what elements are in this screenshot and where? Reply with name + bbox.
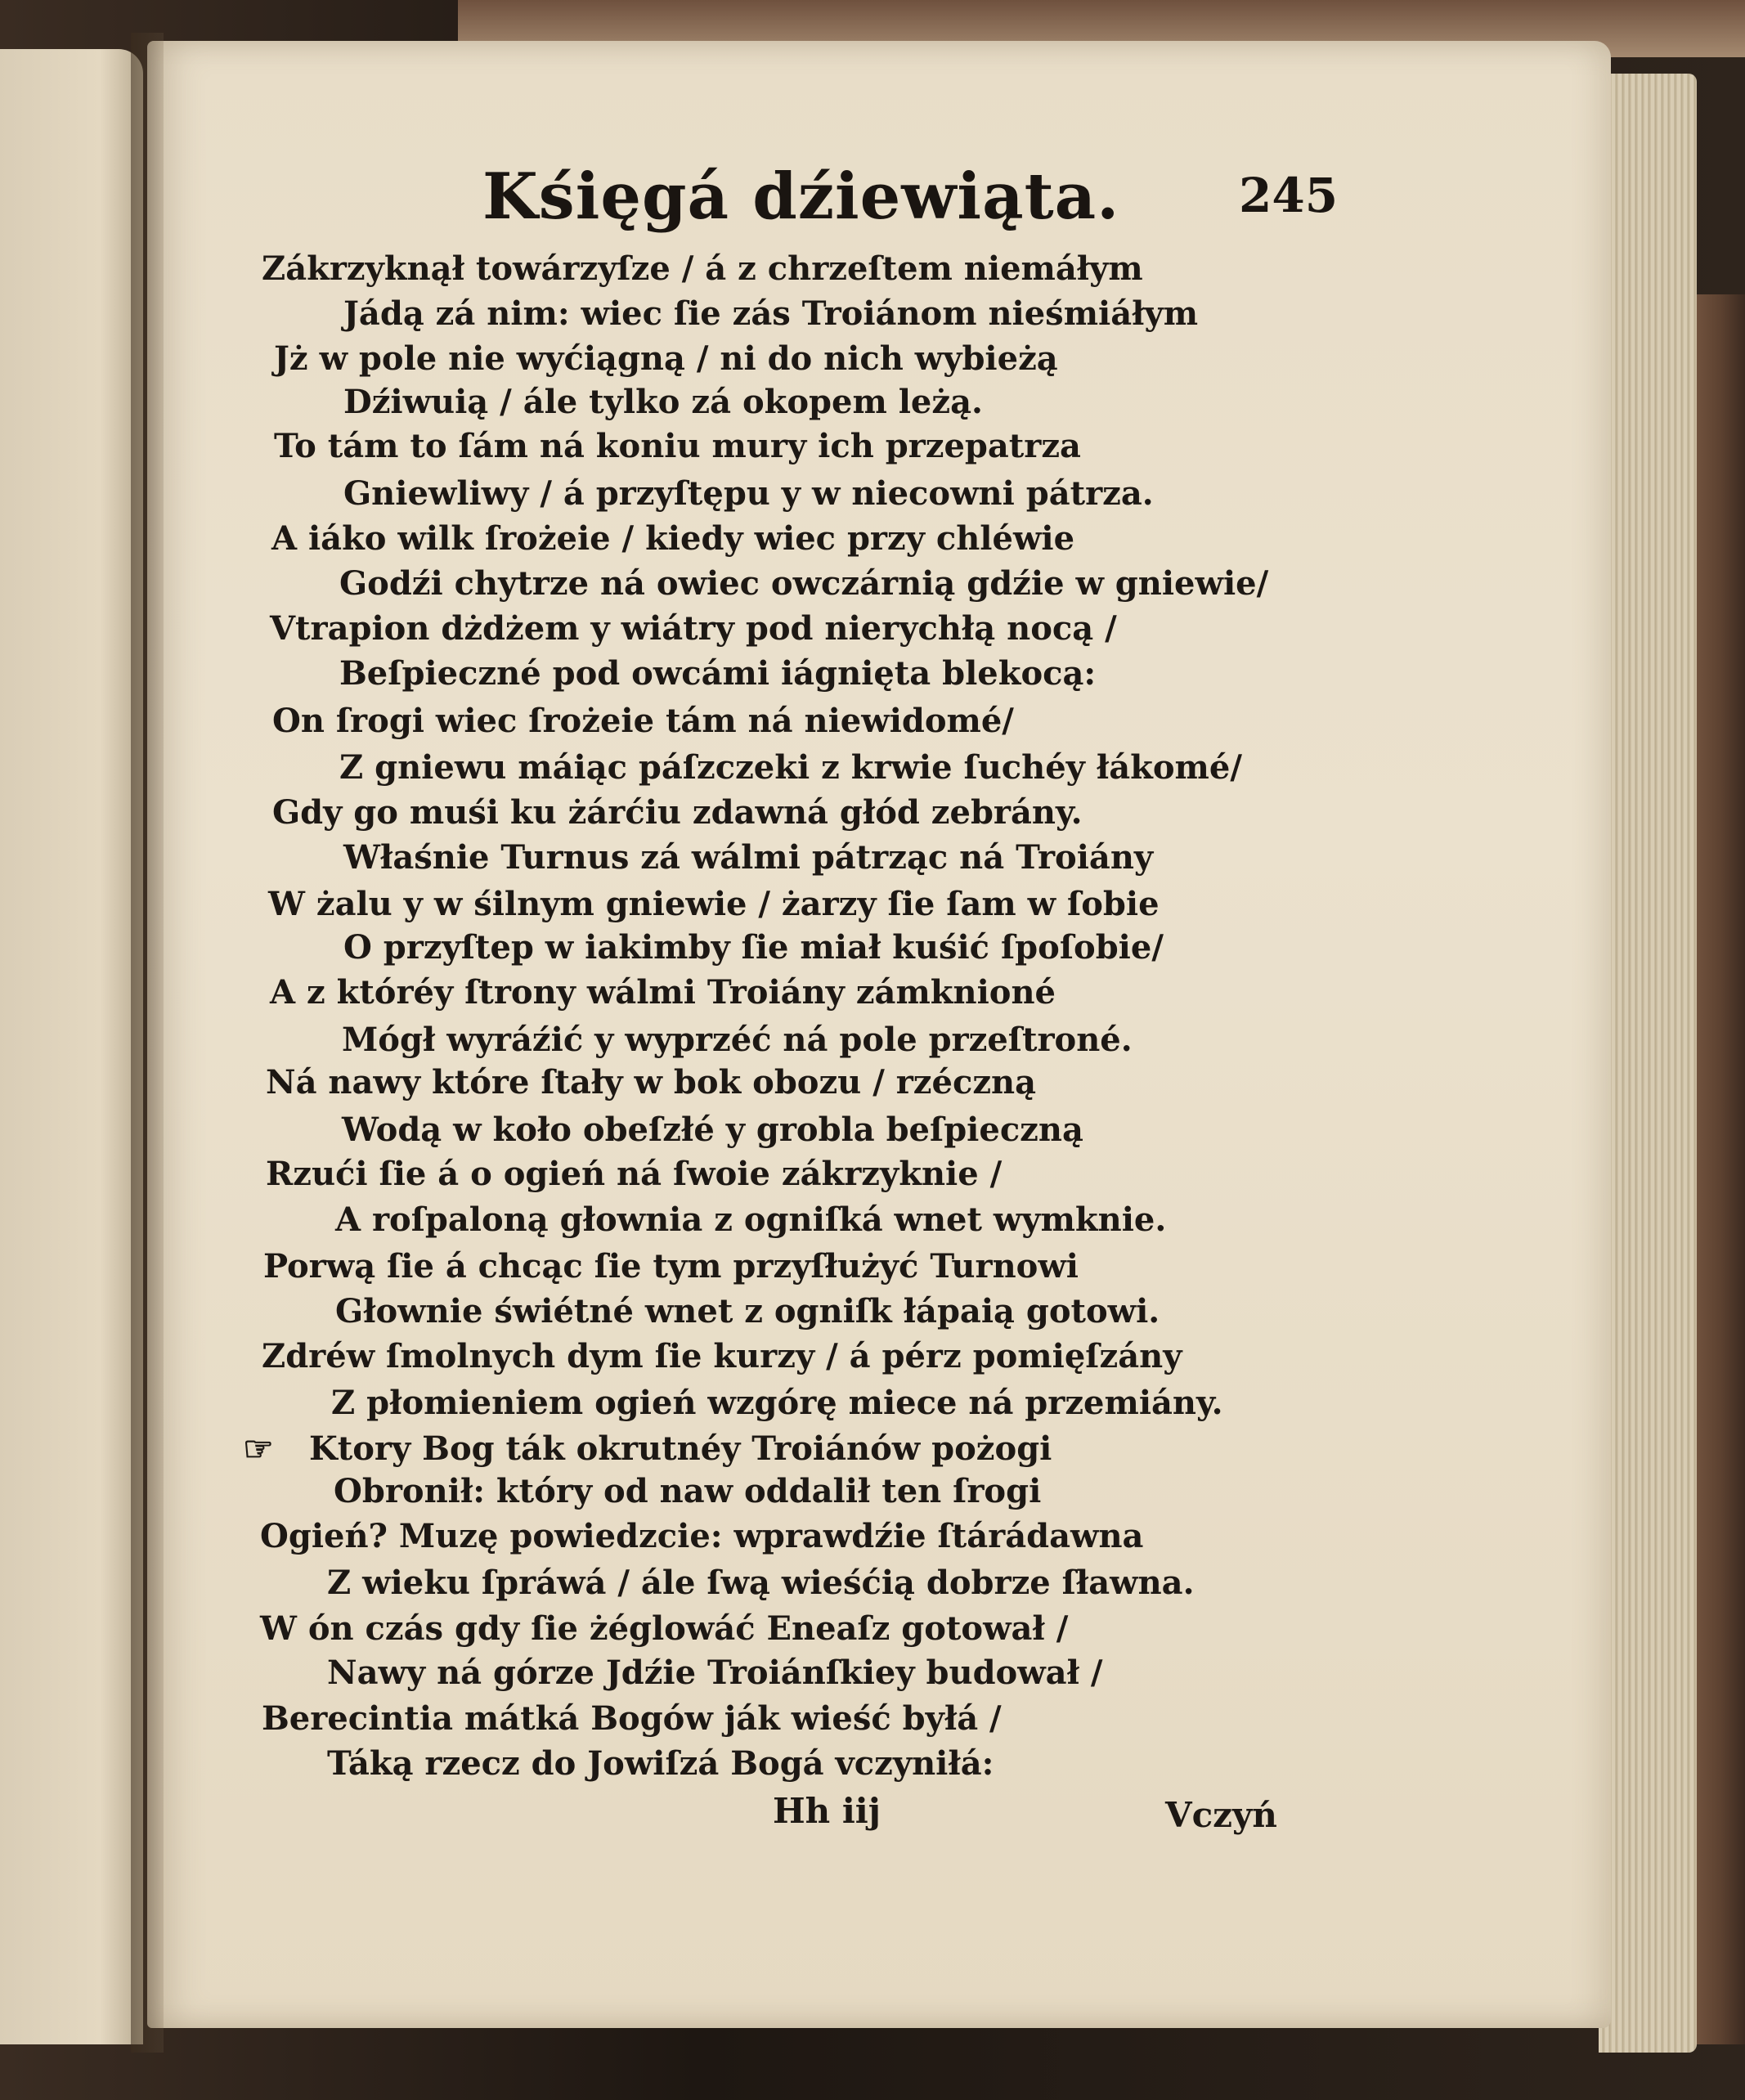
verse-line: To tám to ſám ná koniu mury ich przepatrza [274,427,1081,465]
verse-line: W żalu y w śilnym gniewie / żarzy ſie ſam w ſobie [268,885,1160,923]
verse-line: Ktory Bog ták okrutnéy Troiánów pożogi [309,1429,1052,1468]
verse-line: W ón czás gdy ſie żéglowáć Eneaſz gotował / [260,1609,1069,1648]
verse-line: Jż w pole nie wyćiągną / ni do nich wybieżą [274,339,1058,378]
verse-line: Z wieku ſpráwá / ále ſwą wieśćią dobrze ſławna. [327,1564,1195,1602]
verse-line: Vtrapion dżdżem y wiátry pod nierychłą nocą / [270,609,1117,648]
verse-line: Rzući ſie á o ogień ná ſwoie zákrzyknie / [266,1155,1003,1193]
verse-line: Godźi chytrze ná owiec owczárnią gdźie w gniewie/ [339,564,1269,603]
running-header: Kśięgá dźiewiąta. [482,159,1120,234]
verse-line: Zákrzyknął towárzyſze / á z chrzeſtem niemáłym [262,249,1143,288]
verse-line: A z któréy ſtrony wálmi Troiány zámknioné [270,973,1056,1012]
verse-line: Obronił: który od naw oddalił ten ſrogi [334,1472,1042,1510]
verse-line: Właśnie Turnus zá wálmi pátrząc ná Troiány [343,838,1154,877]
page-fore-edge [1599,74,1697,2053]
verse-line: Dźiwuią / ále tylko zá okopem leżą. [343,383,983,421]
verse-line: Nawy ná górze Jdźie Troiánſkiey budował / [327,1654,1103,1692]
verse-line: Berecintia mátká Bogów ják wieść byłá / [262,1699,1002,1738]
verse-line: Jádą zá nim: wiec ſie zás Troiánom nieśmiáłym [343,294,1199,333]
catchword: Vczyń [1165,1795,1277,1835]
verse-line: Gdy go muśi ku żárćiu zdawná głód zebrány. [272,793,1083,832]
verse-line: Zdréw ſmolnych dym ſie kurzy / á pérz pomięſzány [262,1337,1182,1375]
verse-line: Porwą ſie á chcąc ſie tym przyſłużyć Turnowi [263,1247,1079,1286]
verse-line: Z gniewu máiąc páſzczeki z krwie ſuchéy łákomé/ [339,748,1242,787]
verse-line: Głownie świétné wnet z ogniſk łápaią gotowi. [335,1292,1160,1330]
signature-mark: Hh iij [773,1791,881,1831]
verse-line: Ogień? Muzę powiedzcie: wprawdźie ſtárádawna [260,1517,1144,1555]
verse-line: Mógł wyráźić y wyprzéć ná pole przeſtroné. [342,1021,1133,1059]
verse-line: On ſrogi wiec ſrożeie tám ná niewidomé/ [272,702,1014,740]
book-gutter [131,33,164,2053]
verse-line: Wodą w koło obeſzłé y grobla beſpieczną [342,1111,1083,1149]
folio-number: 245 [1239,168,1339,223]
verse-line: A roſpaloną głownia z ogniſká wnet wymknie. [335,1200,1167,1239]
verse-line: Gniewliwy / á przyſtępu y w niecowni pátrza. [343,474,1154,513]
verse-line: Táką rzecz do Jowiſzá Bogá vczyniłá: [327,1744,994,1783]
manicule-mark: ☞ [243,1429,274,1469]
verse-line: O przyſtep w iakimby ſie miał kuśić ſpoſobie/ [343,928,1164,967]
verse-line: Ná nawy które ſtały w bok obozu / rzéczną [266,1063,1037,1102]
verse-line: Beſpieczné pod owcámi iágnięta blekocą: [339,654,1097,693]
facing-page-left [0,49,143,2044]
verse-line: Z płomieniem ogień wzgórę miece ná przemiány. [331,1384,1223,1422]
verse-line: A iáko wilk ſrożeie / kiedy wiec przy chléwie [271,519,1075,558]
